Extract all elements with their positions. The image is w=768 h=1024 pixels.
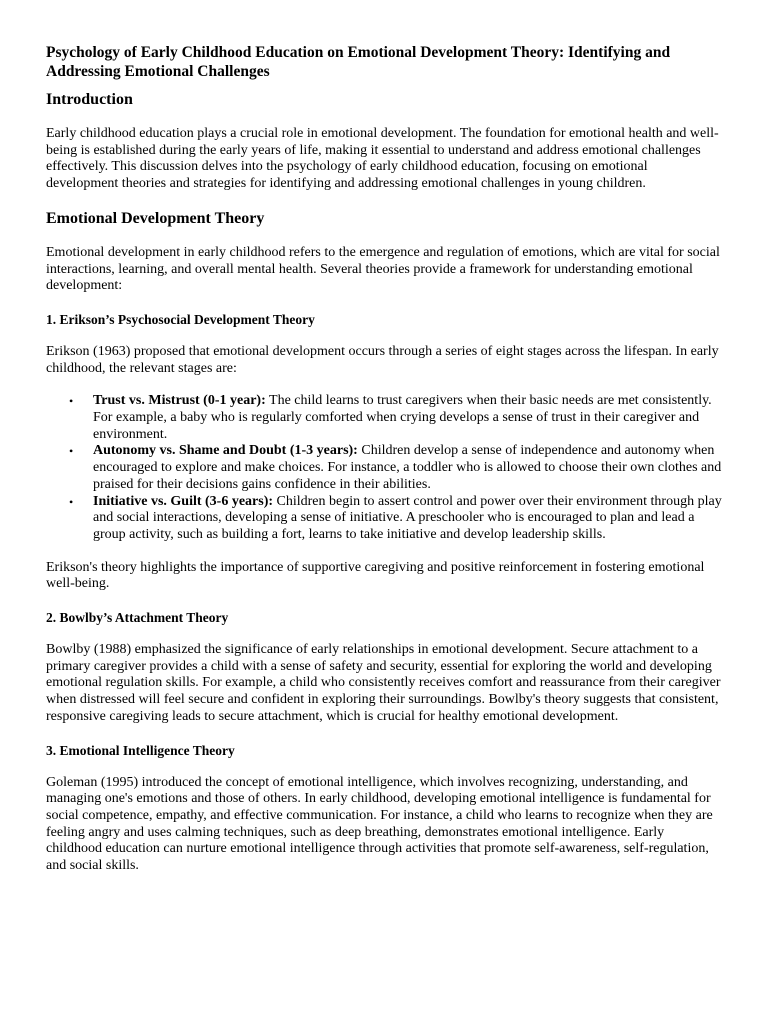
- bowlby-paragraph: Bowlby (1988) emphasized the significance of early relationships in emotional development. Secure attachment to a primary caregiver provides a child with a sense of safety and security, essential for exploring the world and developing emotional regulation skills. For example, a child who consistently receives comfort and reassurance from their caregiver when distressed will feel secure and confident in exploring their surroundings. Bowlby's theory suggests that consistent, responsive caregiving leads to secure attachment, which is crucial for healthy emotional development.: [46, 642, 721, 724]
- emotional-development-theory-paragraph: Emotional development in early childhood refers to the emergence and regulation of emotions, which are vital for social interactions, learning, and overall mental health. Several theories provide a framework for understanding emotional development:: [46, 244, 720, 294]
- erikson-heading: 1. Erikson’s Psychosocial Development Theory: [46, 311, 315, 327]
- stage-term: Autonomy vs. Shame and Doubt (1-3 years):: [93, 443, 358, 459]
- bullet-icon: •: [69, 394, 74, 409]
- list-item: [69, 393, 722, 443]
- stage-text: Children develop a sense of independence and autonomy when encouraged to explore and make choices. For instance, a toddler who is allowed to choose their own clothes and praised for their decisions gains confidence in their abilities.: [93, 443, 722, 492]
- list-item: [69, 493, 722, 544]
- stage-text: The child learns to trust caregivers when their basic needs are met consistently. For example, a baby who is regularly comforted when crying develops a sense of trust in their caregiver and environment.: [93, 393, 712, 442]
- bullet-icon: •: [69, 494, 74, 509]
- list-item: [69, 443, 722, 493]
- emotional-development-theory-heading: Emotional Development Theory: [46, 209, 265, 227]
- erikson-conclusion: Erikson's theory highlights the importance of supportive caregiving and positive reinforcement in fostering emotional well-being.: [46, 559, 705, 592]
- erikson-stages-list: [46, 393, 722, 543]
- stage-term: Trust vs. Mistrust (0-1 year):: [93, 393, 266, 409]
- emotional-intelligence-heading: 3. Emotional Intelligence Theory: [46, 742, 235, 758]
- emotional-intelligence-paragraph: Goleman (1995) introduced the concept of emotional intelligence, which involves recognizing, understanding, and managing one's emotions and those of others. In early childhood, developing emotional intelligence is fundamental for social competence, empathy, and effective communication. For instance, a child who learns to recognize when they are feeling angry and uses calming techniques, such as deep breathing, demonstrates emotional intelligence. Early childhood education can nurture emotional intelligence through activities that promote self-awareness, self-regulation, and social skills.: [46, 774, 713, 874]
- stage-text: Children begin to assert control and power over their environment through play and social interactions, developing a sense of initiative. A preschooler who is encouraged to plan and lead a group activity, such as building a fort, learns to take initiative and develop leadership skills.: [93, 493, 722, 542]
- stage-term: Initiative vs. Guilt (3-6 years):: [93, 493, 274, 509]
- bullet-icon: •: [69, 444, 74, 459]
- erikson-paragraph: Erikson (1963) proposed that emotional development occurs through a series of eight stages across the lifespan. In early childhood, the relevant stages are:: [46, 343, 719, 376]
- bowlby-heading: 2. Bowlby’s Attachment Theory: [46, 610, 229, 626]
- document-title: Psychology of Early Childhood Education on Emotional Development Theory: Identifying and Addressing Emotional Challenges: [46, 44, 671, 80]
- introduction-heading: Introduction: [46, 91, 133, 108]
- introduction-paragraph: Early childhood education plays a crucial role in emotional development. The foundation for emotional health and well-being is established during the early years of life, making it essential to understand and address emotional challenges effectively. This discussion delves into the psychology of early childhood education, focusing on emotional development theories and strategies for identifying and addressing emotional challenges in young children.: [46, 126, 719, 192]
